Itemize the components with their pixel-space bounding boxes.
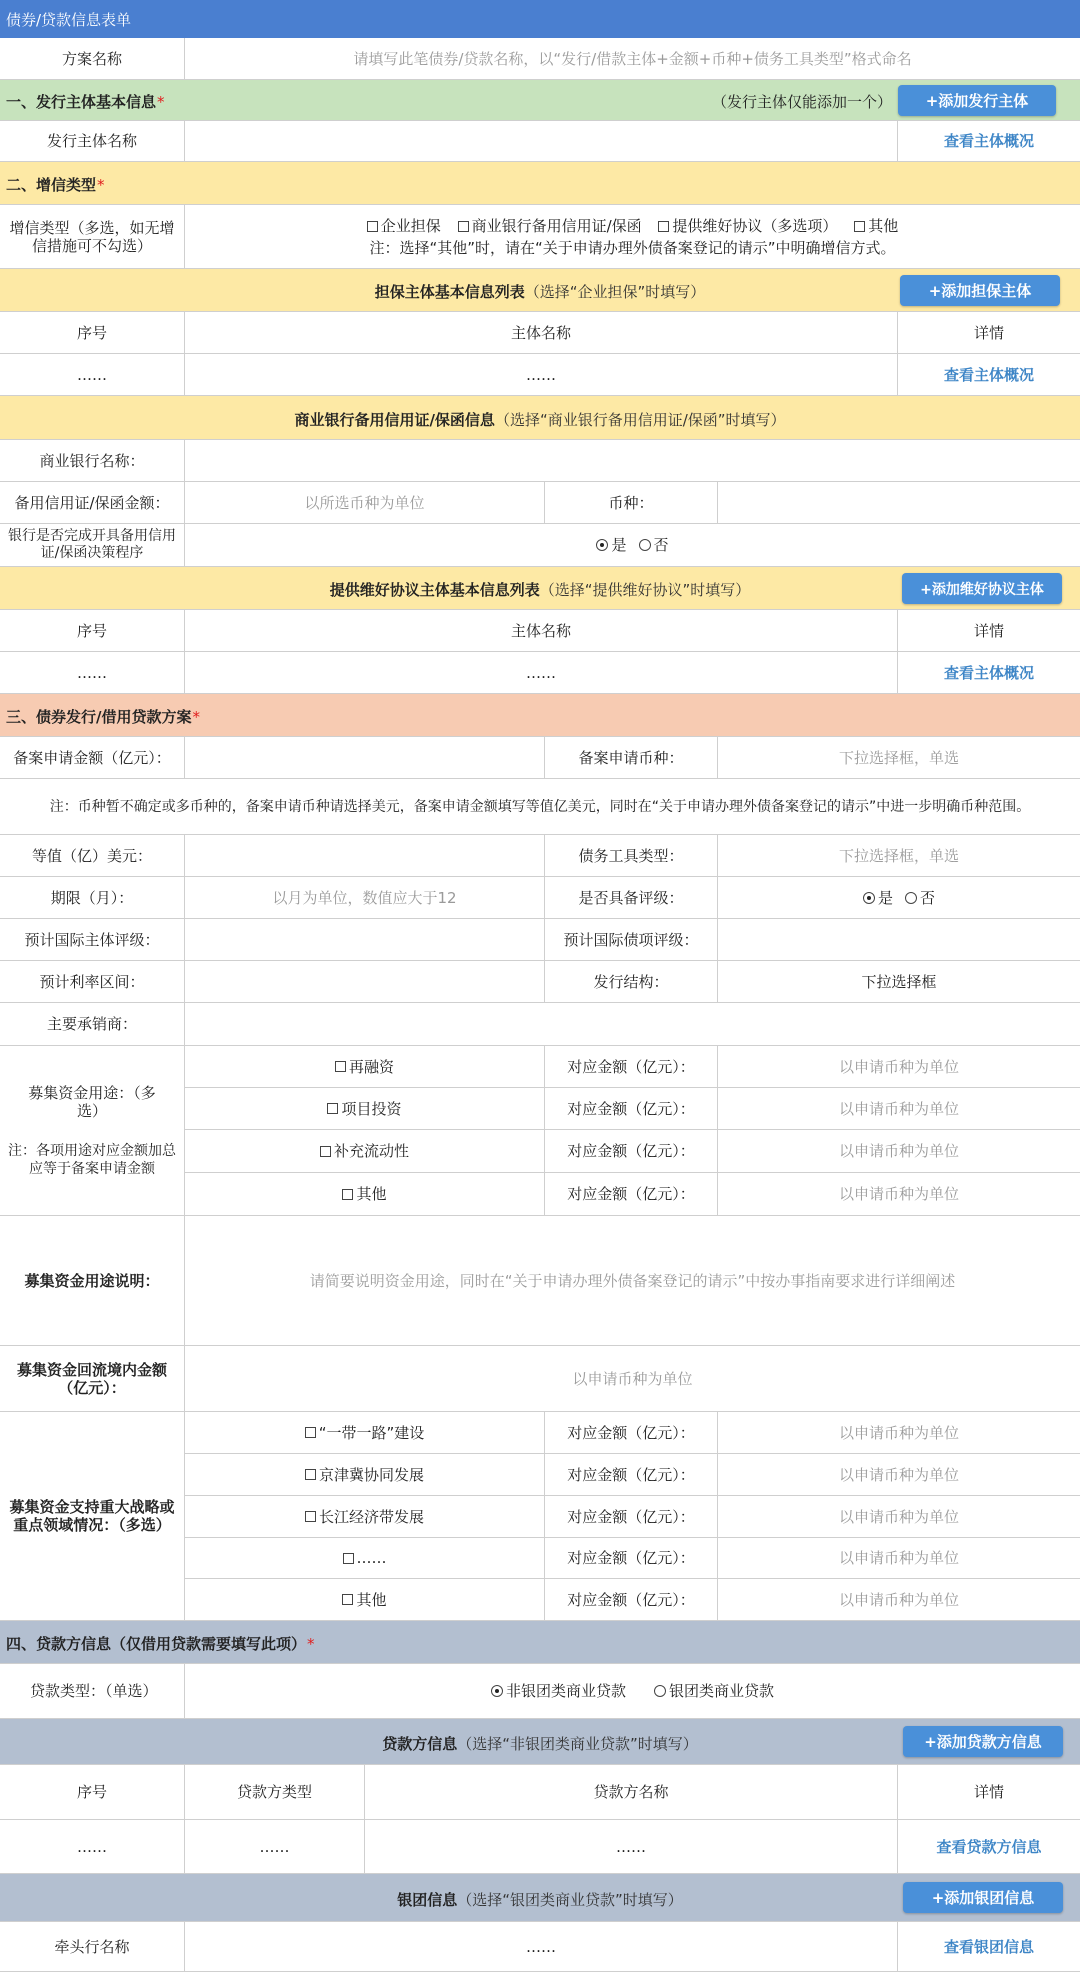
radio-icon xyxy=(905,892,917,904)
issuer-name-label: 发行主体名称 xyxy=(0,121,185,162)
scheme-name-input[interactable]: 请填写此笔债券/贷款名称，以“发行/借款主体+金额+币种+债务工具类型”格式命名 xyxy=(185,38,1080,80)
filing-currency-select[interactable]: 下拉选择框，单选 xyxy=(718,737,1080,779)
strategy-option-jjj[interactable]: 京津冀协同发展 xyxy=(185,1454,545,1496)
issuer-rating-input[interactable] xyxy=(185,919,545,961)
term-label: 期限（月）： xyxy=(0,877,185,919)
required-star: * xyxy=(97,176,105,194)
col-header-no: 序号 xyxy=(0,610,185,652)
rating-options xyxy=(718,877,1080,919)
bank-amount-row xyxy=(0,482,1080,524)
view-syndicate-link[interactable]: 查看银团信息 xyxy=(898,1922,1080,1972)
credit-other-note: 注：选择“其他”时，请在“关于申请办理外债备案登记的请示”中明确增信方式。 xyxy=(369,238,896,257)
use-row xyxy=(0,1088,1080,1130)
issuer-rating-label: 预计国际主体评级： xyxy=(0,919,185,961)
rating-no[interactable]: 否 xyxy=(905,889,935,907)
filing-amount-input[interactable] xyxy=(185,737,545,779)
lender-table-head xyxy=(0,1765,1080,1820)
col-header-detail: 详情 xyxy=(898,1765,1080,1820)
strategy-option-yangtze[interactable]: 长江经济带发展 xyxy=(185,1496,545,1538)
section-lender-header xyxy=(0,1621,1080,1664)
strategy-row xyxy=(0,1496,1080,1538)
section-credit-header xyxy=(0,162,1080,205)
lc-decision-label: 银行是否完成开具备用信用证/保函决策程序 xyxy=(0,524,185,567)
amount-label: 对应金额（亿元）： xyxy=(545,1454,718,1496)
credit-type-label: 增信类型（多选，如无增信措施可不勾选） xyxy=(0,205,185,269)
bank-name-row xyxy=(0,440,1080,482)
amount-input[interactable]: 以申请币种为单位 xyxy=(718,1454,1080,1496)
underwriter-input[interactable] xyxy=(185,1003,1080,1046)
issuer-limit-note: （发行主体仅能添加一个） xyxy=(712,93,893,111)
section-issuer-header xyxy=(0,80,1080,121)
scheme-row xyxy=(0,38,1080,80)
required-star: * xyxy=(157,93,165,111)
lender-hint: （选择“非银团类商业贷款”时填写） xyxy=(457,1735,698,1753)
strategy-option-belt-road[interactable]: “一带一路”建设 xyxy=(185,1412,545,1454)
guarantee-header xyxy=(0,269,1080,312)
rating-row xyxy=(0,919,1080,961)
col-header-name: 主体名称 xyxy=(185,610,898,652)
cell-name: …… xyxy=(185,652,898,694)
usd-row xyxy=(0,835,1080,877)
lender-header xyxy=(0,1719,1080,1765)
col-header-no: 序号 xyxy=(0,312,185,354)
instrument-type-select[interactable]: 下拉选择框，单选 xyxy=(718,835,1080,877)
strategy-row xyxy=(0,1538,1080,1579)
amount-label: 对应金额（亿元）： xyxy=(545,1538,718,1579)
bond-rating-input[interactable] xyxy=(718,919,1080,961)
amount-label: 对应金额（亿元）： xyxy=(545,1130,718,1173)
checkbox-icon xyxy=(367,221,378,232)
strategy-row xyxy=(0,1412,1080,1454)
form-title-bar xyxy=(0,0,1080,38)
use-row xyxy=(0,1046,1080,1088)
add-guarantor-button[interactable]: +添加担保主体 xyxy=(900,275,1060,306)
strategy-option-more[interactable]: …… xyxy=(185,1538,545,1579)
use-label: 募集资金用途：（多选） xyxy=(28,1083,156,1120)
bank-lc-title: 商业银行备用信用证/保函信息 xyxy=(294,411,495,429)
use-row xyxy=(0,1130,1080,1173)
cell-name: …… xyxy=(365,1820,898,1874)
keepwell-table-head xyxy=(0,610,1080,652)
amount-input[interactable]: 以申请币种为单位 xyxy=(718,1412,1080,1454)
amount-label: 对应金额（亿元）： xyxy=(545,1173,718,1216)
checkbox-icon xyxy=(305,1511,316,1522)
guarantee-table-head xyxy=(0,312,1080,354)
scheme-name-label: 方案名称 xyxy=(0,38,185,80)
checkbox-icon xyxy=(343,1553,354,1564)
term-input[interactable]: 以月为单位，数值应大于12 xyxy=(185,877,545,919)
term-row xyxy=(0,877,1080,919)
view-keepwell-link[interactable]: 查看主体概况 xyxy=(898,652,1080,694)
use-option-liquidity[interactable]: 补充流动性 xyxy=(185,1130,545,1173)
cell-type: …… xyxy=(185,1820,365,1874)
radio-icon xyxy=(654,1685,666,1697)
issuer-name-row xyxy=(0,121,1080,162)
lender-title: 贷款方信息 xyxy=(382,1735,458,1753)
use-option-project[interactable]: 项目投资 xyxy=(185,1088,545,1130)
use-desc-label: 募集资金用途说明： xyxy=(0,1216,185,1346)
checkbox-icon xyxy=(854,221,865,232)
section-lender-title: 四、贷款方信息（仅借用贷款需要填写此项） xyxy=(6,1635,307,1653)
keepwell-header xyxy=(0,567,1080,610)
filing-amount-label: 备案申请金额（亿元）： xyxy=(0,737,185,779)
form-title: 债券/贷款信息表单 xyxy=(6,11,132,29)
checkbox-icon xyxy=(320,1146,331,1157)
loan-type-options xyxy=(185,1664,1080,1719)
radio-selected-icon xyxy=(596,539,608,551)
radio-selected-icon xyxy=(491,1685,503,1697)
view-guarantor-link[interactable]: 查看主体概况 xyxy=(898,354,1080,396)
strategy-row xyxy=(0,1454,1080,1496)
lc-amount-input[interactable]: 以所选币种为单位 xyxy=(185,482,545,524)
table-row xyxy=(0,354,1080,396)
use-note: 注：各项用途对应金额加总应等于备案申请金额 xyxy=(8,1142,176,1177)
cell-no: …… xyxy=(0,652,185,694)
keepwell-title: 提供维好协议主体基本信息列表 xyxy=(329,581,540,599)
view-issuer-link[interactable]: 查看主体概况 xyxy=(898,121,1080,162)
use-desc-input[interactable]: 请简要说明资金用途，同时在“关于申请办理外债备案登记的请示”中按办事指南要求进行详细阐述 xyxy=(185,1216,1080,1346)
use-option-refinance[interactable]: 再融资 xyxy=(185,1046,545,1088)
guarantee-title: 担保主体基本信息列表 xyxy=(374,283,525,301)
filing-currency-label: 备案申请币种： xyxy=(545,737,718,779)
amount-label: 对应金额（亿元）： xyxy=(545,1579,718,1621)
instrument-type-label: 债务工具类型： xyxy=(545,835,718,877)
syndicate-row xyxy=(0,1922,1080,1972)
checkbox-icon xyxy=(458,221,469,232)
strategy-label: 募集资金支持重大战略或重点领域情况：（多选） xyxy=(0,1412,185,1621)
lc-currency-input[interactable] xyxy=(718,482,1080,524)
checkbox-icon xyxy=(327,1103,338,1114)
add-lender-button[interactable]: +添加贷款方信息 xyxy=(903,1726,1063,1757)
plan-amount-row xyxy=(0,737,1080,779)
rate-range-label: 预计利率区间： xyxy=(0,961,185,1003)
bank-lc-header xyxy=(0,396,1080,440)
underwriter-row xyxy=(0,1003,1080,1046)
col-header-type: 贷款方类型 xyxy=(185,1765,365,1820)
amount-input[interactable]: 以申请币种为单位 xyxy=(718,1088,1080,1130)
return-amount-label: 募集资金回流境内金额（亿元）： xyxy=(0,1346,185,1412)
radio-icon xyxy=(639,539,651,551)
bank-decision-row xyxy=(0,524,1080,567)
amount-label: 对应金额（亿元）： xyxy=(545,1412,718,1454)
strategy-option-other[interactable]: 其他 xyxy=(185,1579,545,1621)
loan-type-non-syndicated[interactable]: 非银团类商业贷款 xyxy=(491,1682,626,1700)
currency-note: 注：币种暂不确定或多币种的，备案申请币种请选择美元，备案申请金额填写等值亿美元，同时在“关于申请办理外债备案登记的请示”中进一步明确币种范围。 xyxy=(0,779,1080,835)
credit-option-keepwell[interactable]: 提供维好协议（多选项） xyxy=(658,217,837,235)
col-header-detail: 详情 xyxy=(898,610,1080,652)
rate-row xyxy=(0,961,1080,1003)
checkbox-icon xyxy=(305,1427,316,1438)
issuer-name-input[interactable] xyxy=(185,121,898,162)
checkbox-icon xyxy=(342,1594,353,1605)
syndicate-title: 银团信息 xyxy=(397,1891,458,1909)
lc-decision-no[interactable]: 否 xyxy=(639,536,669,554)
section-plan-header xyxy=(0,694,1080,737)
section-credit-title: 二、增信类型 xyxy=(6,176,97,194)
view-lender-link[interactable]: 查看贷款方信息 xyxy=(898,1820,1080,1874)
currency-note-row xyxy=(0,779,1080,835)
credit-type-options xyxy=(185,205,1080,269)
section-plan-title: 三、债券发行/借用贷款方案 xyxy=(6,708,192,726)
checkbox-icon xyxy=(335,1061,346,1072)
bank-name-input[interactable] xyxy=(185,440,1080,482)
table-row xyxy=(0,652,1080,694)
col-header-name: 主体名称 xyxy=(185,312,898,354)
required-star: * xyxy=(192,708,200,726)
loan-type-label: 贷款类型：（单选） xyxy=(0,1664,185,1719)
add-syndicate-button[interactable]: +添加银团信息 xyxy=(903,1882,1063,1913)
lc-amount-label: 备用信用证/保函金额： xyxy=(0,482,185,524)
rating-yes[interactable]: 是 xyxy=(863,889,893,907)
amount-label: 对应金额（亿元）： xyxy=(545,1088,718,1130)
col-header-no: 序号 xyxy=(0,1765,185,1820)
return-amount-input[interactable]: 以申请币种为单位 xyxy=(185,1346,1080,1412)
lc-decision-options xyxy=(185,524,1080,567)
syndicate-hint: （选择“银团类商业贷款”时填写） xyxy=(457,1891,683,1909)
rating-label: 是否具备评级： xyxy=(545,877,718,919)
add-keepwell-button[interactable]: +添加维好协议主体 xyxy=(902,573,1062,604)
usd-equivalent-label: 等值（亿）美元： xyxy=(0,835,185,877)
col-header-name: 贷款方名称 xyxy=(365,1765,898,1820)
bank-lc-hint: （选择“商业银行备用信用证/保函”时填写） xyxy=(494,411,786,429)
credit-option-other[interactable]: 其他 xyxy=(854,217,898,235)
use-option-other[interactable]: 其他 xyxy=(185,1173,545,1216)
loan-type-syndicated[interactable]: 银团类商业贷款 xyxy=(654,1682,774,1700)
guarantee-hint: （选择“企业担保”时填写） xyxy=(524,283,706,301)
checkbox-icon xyxy=(658,221,669,232)
strategy-row xyxy=(0,1579,1080,1621)
structure-select[interactable]: 下拉选择框 xyxy=(718,961,1080,1003)
cell-no: …… xyxy=(0,1820,185,1874)
rate-range-input[interactable] xyxy=(185,961,545,1003)
amount-input[interactable]: 以申请币种为单位 xyxy=(718,1130,1080,1173)
cell-name: …… xyxy=(185,354,898,396)
keepwell-hint: （选择“提供维好协议”时填写） xyxy=(539,581,751,599)
radio-selected-icon xyxy=(863,892,875,904)
lead-bank-value: …… xyxy=(185,1922,898,1972)
checkbox-icon xyxy=(305,1469,316,1480)
amount-input[interactable]: 以申请币种为单位 xyxy=(718,1579,1080,1621)
section-issuer-title: 一、发行主体基本信息 xyxy=(6,93,157,111)
amount-label: 对应金额（亿元）： xyxy=(545,1496,718,1538)
loan-type-row xyxy=(0,1664,1080,1719)
syndicate-header xyxy=(0,1874,1080,1922)
lc-currency-label: 币种： xyxy=(545,482,718,524)
bank-name-label: 商业银行名称： xyxy=(0,440,185,482)
credit-option-guarantee[interactable]: 企业担保 xyxy=(367,217,441,235)
lc-decision-yes[interactable]: 是 xyxy=(596,536,626,554)
credit-option-bank-lc[interactable]: 商业银行备用信用证/保函 xyxy=(458,217,642,235)
bond-rating-label: 预计国际债项评级： xyxy=(545,919,718,961)
table-row xyxy=(0,1820,1080,1874)
structure-label: 发行结构： xyxy=(545,961,718,1003)
amount-input[interactable]: 以申请币种为单位 xyxy=(718,1046,1080,1088)
checkbox-icon xyxy=(342,1189,353,1200)
amount-label: 对应金额（亿元）： xyxy=(545,1046,718,1088)
required-star: * xyxy=(307,1635,315,1653)
col-header-detail: 详情 xyxy=(898,312,1080,354)
use-desc-row xyxy=(0,1216,1080,1346)
amount-input[interactable]: 以申请币种为单位 xyxy=(718,1538,1080,1579)
cell-no: …… xyxy=(0,354,185,396)
underwriter-label: 主要承销商： xyxy=(0,1003,185,1046)
use-row xyxy=(0,1173,1080,1216)
return-row xyxy=(0,1346,1080,1412)
lead-bank-label: 牵头行名称 xyxy=(0,1922,185,1972)
usd-equivalent-input[interactable] xyxy=(185,835,545,877)
amount-input[interactable]: 以申请币种为单位 xyxy=(718,1496,1080,1538)
add-issuer-button[interactable]: +添加发行主体 xyxy=(898,85,1056,116)
credit-type-row xyxy=(0,205,1080,269)
amount-input[interactable]: 以申请币种为单位 xyxy=(718,1173,1080,1216)
